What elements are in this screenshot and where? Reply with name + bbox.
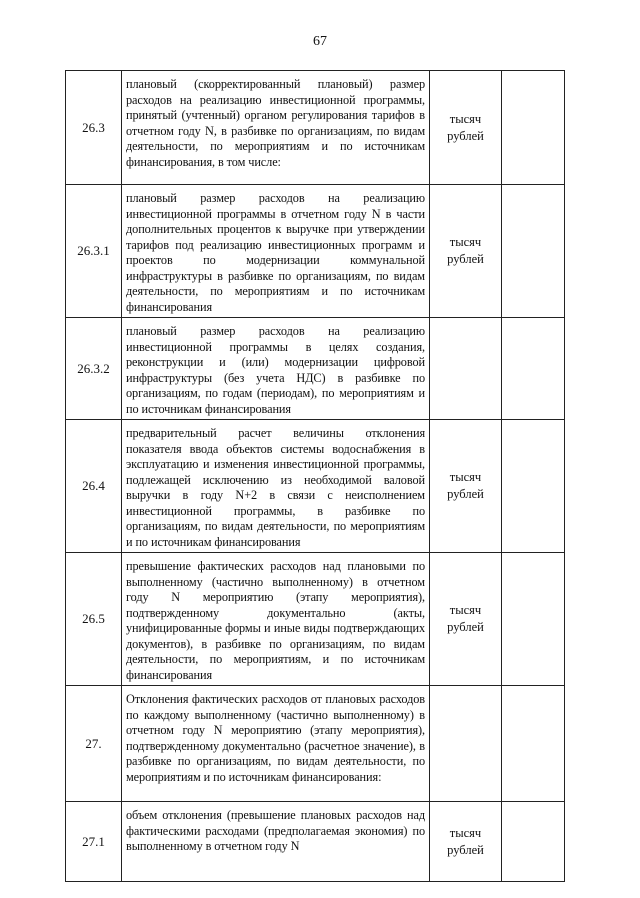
row-value bbox=[502, 71, 565, 185]
row-number: 26.3.2 bbox=[66, 318, 122, 420]
row-value bbox=[502, 318, 565, 420]
row-unit bbox=[430, 686, 502, 802]
row-number: 26.3 bbox=[66, 71, 122, 185]
row-description: предварительный расчет величины отклонения показателя ввода объектов системы водоснабжения в эксплуатацию и изменения инвестиционной программы, подлежащей исключению из необходимой валовой выручки в году N+2 в связи с неисполнением инвестиционной программы, в разбивке по организациям, по видам деятельности, по мероприятиям и по источникам финансирования bbox=[122, 420, 430, 553]
row-value bbox=[502, 420, 565, 553]
row-unit: тысяч рублей bbox=[430, 420, 502, 553]
table-row bbox=[66, 686, 565, 802]
row-description: плановый (скорректированный плановый) размер расходов на реализацию инвестиционной программы, принятый (учтенный) органом регулирования тарифов в отчетном году N, в разбивке по организациям, по видам деятельности, по мероприятиям и по источникам финансирования, в том числе: bbox=[122, 71, 430, 185]
row-description: Отклонения фактических расходов от плановых расходов по каждому выполненному (частично выполненному) в отчетном году N мероприятию (этапу мероприятия), подтвержденному документально (расчетное значение), в разбивке по организациям, по видам деятельности, по мероприятиям и по источникам финансирования: bbox=[122, 686, 430, 802]
table-row bbox=[66, 553, 565, 686]
table-row bbox=[66, 71, 565, 185]
row-description: превышение фактических расходов над плановыми по выполненному (частично выполненному) в отчетном году N мероприятию (этапу мероприятия), подтвержденному документально (акты, унифицированные формы и иные виды подтверждающих документов), в разбивке по организациям, по видам деятельности, по мероприятиям, и по источникам финансирования bbox=[122, 553, 430, 686]
row-value bbox=[502, 686, 565, 802]
page-number: 67 bbox=[313, 34, 327, 49]
row-value bbox=[502, 802, 565, 882]
row-unit: тысяч рублей bbox=[430, 553, 502, 686]
row-description: объем отклонения (превышение плановых расходов над фактическими расходами (предполагаемая экономия) по выполненному в отчетном году N bbox=[122, 802, 430, 882]
row-number: 26.5 bbox=[66, 553, 122, 686]
table-row bbox=[66, 420, 565, 553]
row-description: плановый размер расходов на реализацию инвестиционной программы в целях создания, реконструкции и (или) модернизации цифровой инфраструктуры (без учета НДС) в разбивке по организациям, по годам (периодам), по мероприятиям и по источникам финансирования bbox=[122, 318, 430, 420]
row-value bbox=[502, 553, 565, 686]
row-number: 26.3.1 bbox=[66, 185, 122, 318]
indicator-table bbox=[65, 70, 565, 882]
row-unit: тысяч рублей bbox=[430, 71, 502, 185]
row-number: 27. bbox=[66, 686, 122, 802]
row-unit: тысяч рублей bbox=[430, 185, 502, 318]
table-row bbox=[66, 185, 565, 318]
row-number: 26.4 bbox=[66, 420, 122, 553]
row-unit bbox=[430, 318, 502, 420]
row-value bbox=[502, 185, 565, 318]
table-row bbox=[66, 318, 565, 420]
row-unit: тысяч рублей bbox=[430, 802, 502, 882]
table-row bbox=[66, 802, 565, 882]
row-number: 27.1 bbox=[66, 802, 122, 882]
row-description: плановый размер расходов на реализацию инвестиционной программы в отчетном году N в части дополнительных процентов к выручке при утверждении тарифов под реализацию инвестиционных программ и проектов по модернизации коммунальной инфраструктуры в разбивке по организациям, по видам деятельности, по мероприятиям и по источникам финансирования bbox=[122, 185, 430, 318]
